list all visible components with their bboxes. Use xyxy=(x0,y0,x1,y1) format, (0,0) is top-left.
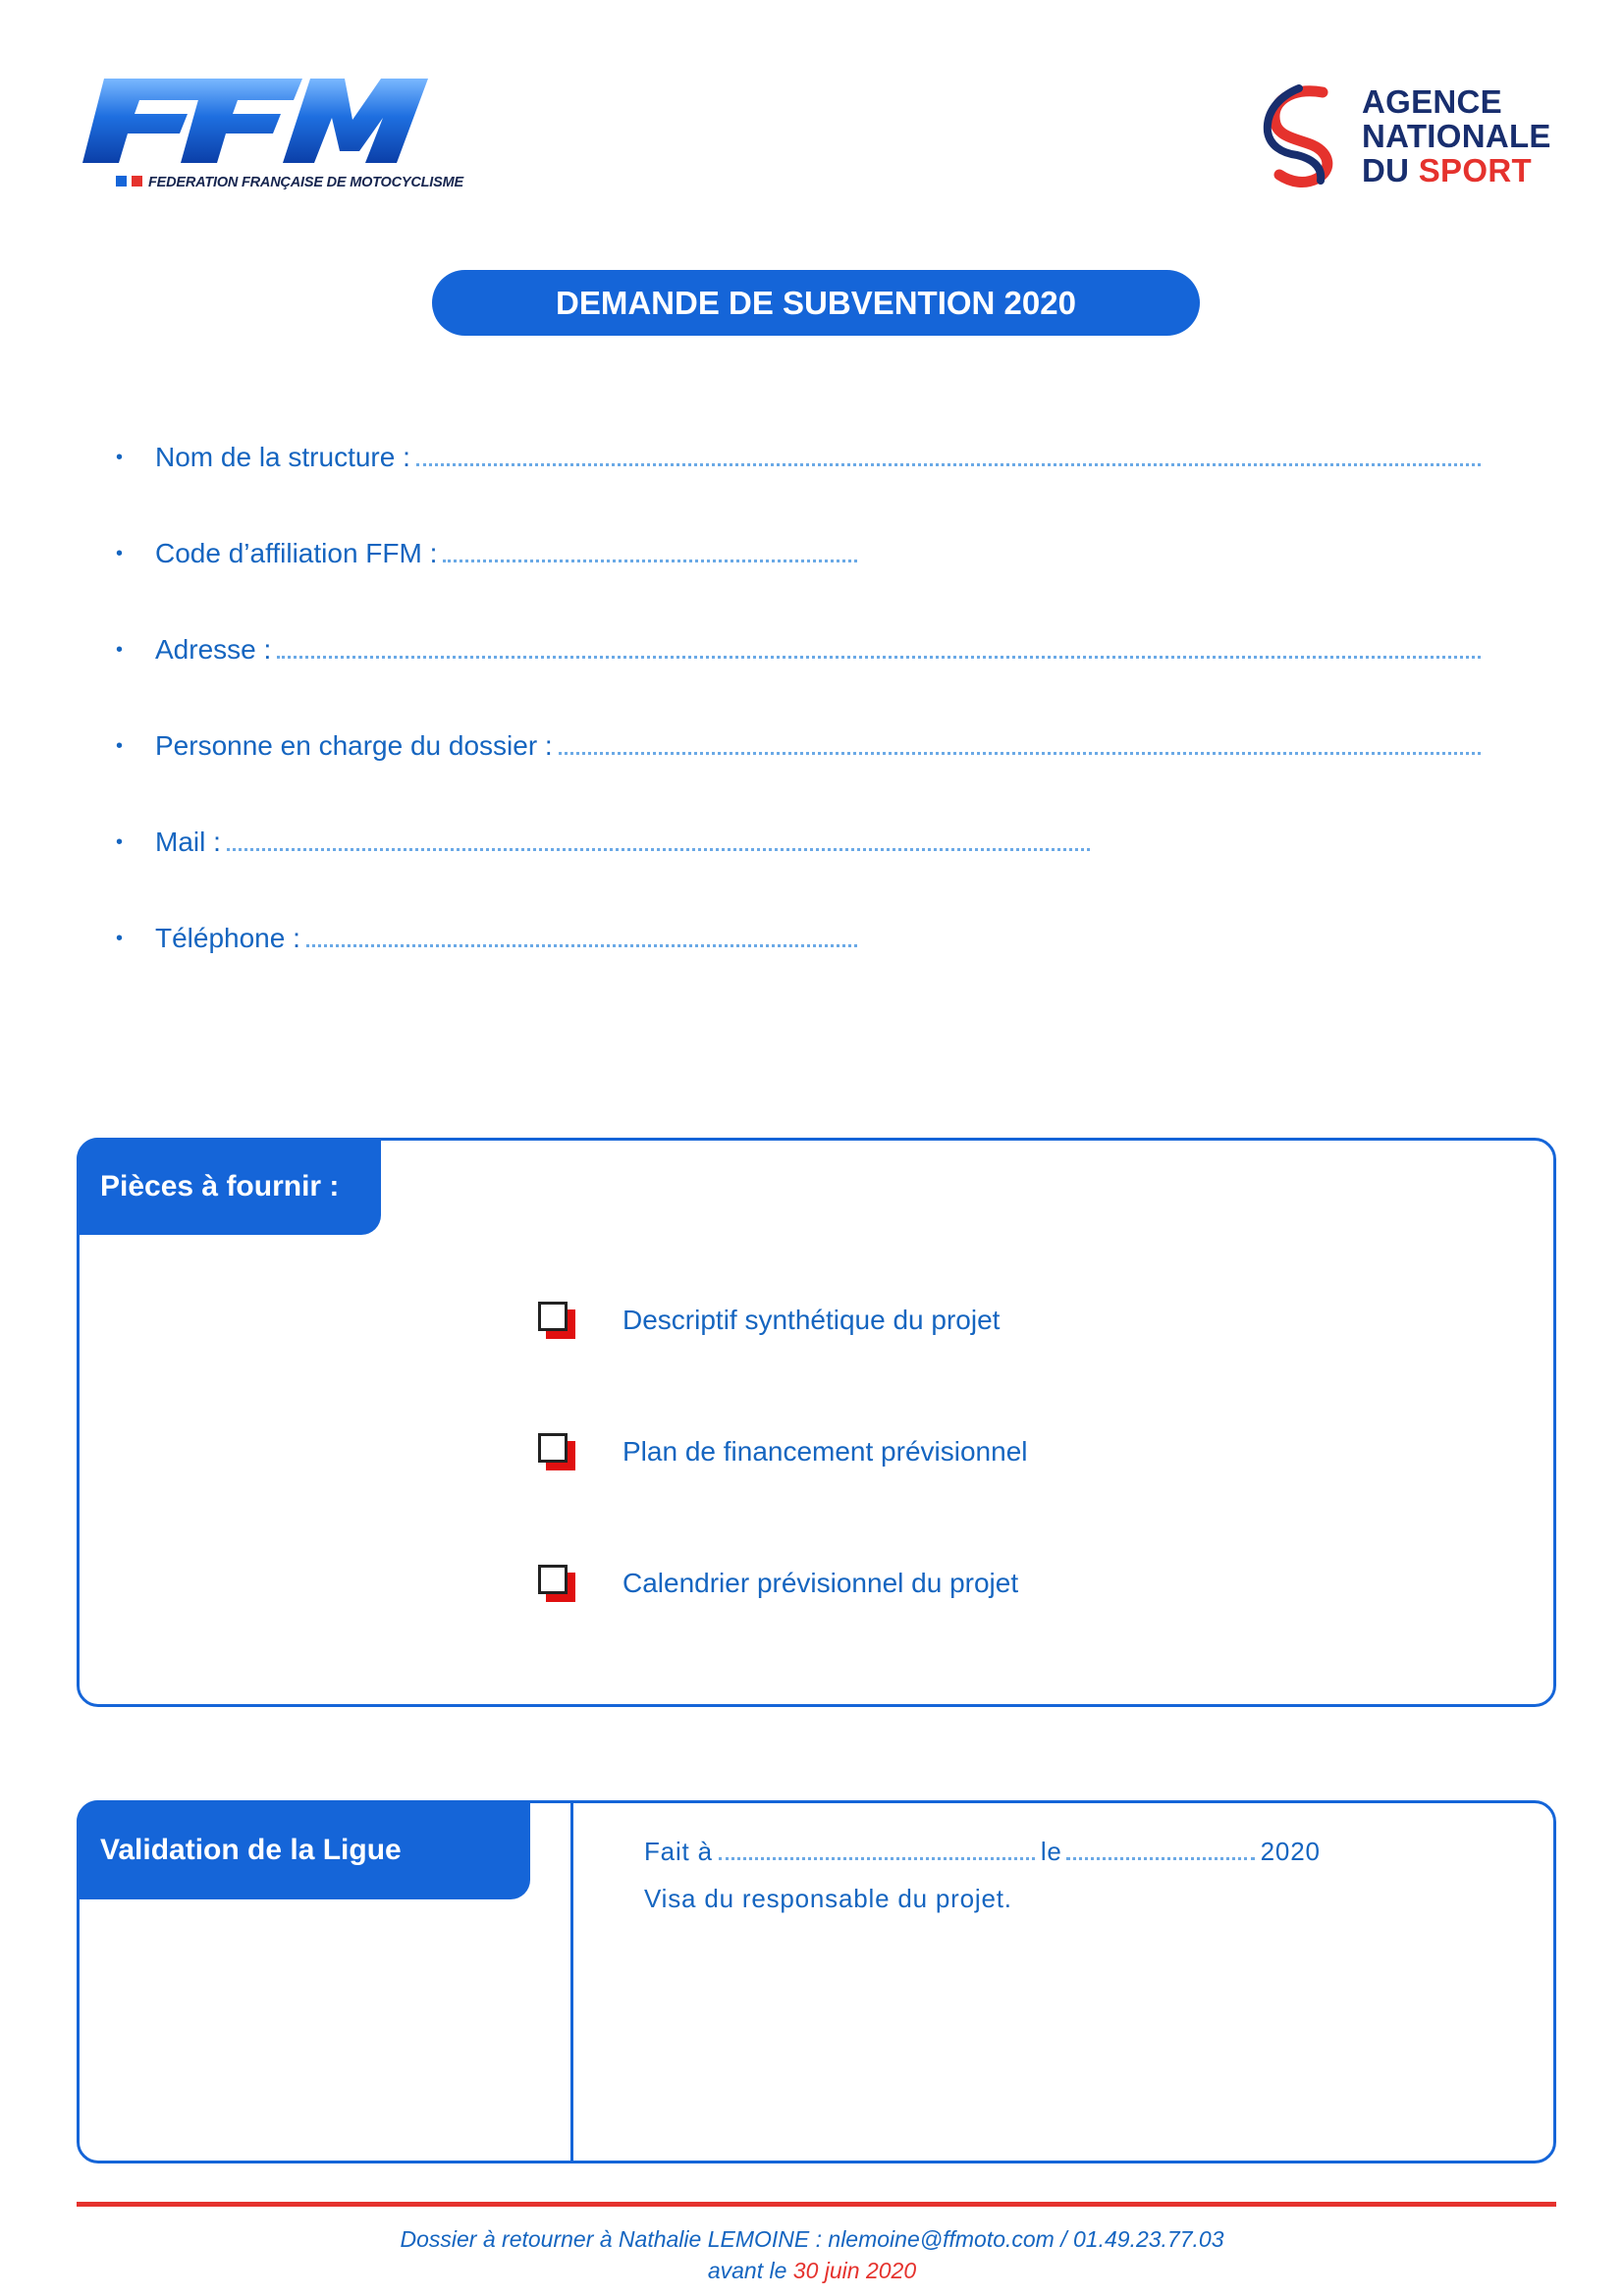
bullet: • xyxy=(116,639,124,661)
pieces-heading: Pièces à fournir : xyxy=(77,1138,381,1235)
validation-heading: Validation de la Ligue xyxy=(77,1800,530,1899)
field-personne-charge xyxy=(116,730,1481,770)
code-affiliation-input[interactable] xyxy=(443,541,857,562)
field-mail xyxy=(116,827,1090,866)
adresse-input[interactable] xyxy=(277,637,1481,659)
footer-contact: Dossier à retourner à Nathalie LEMOINE : nlemoine@ffmoto.com / 01.49.23.77.03 xyxy=(400,2226,1224,2252)
nom-structure-input[interactable] xyxy=(416,445,1481,466)
check-item-plan-financement[interactable] xyxy=(538,1433,1027,1470)
validation-box xyxy=(77,1800,1556,2163)
field-label: Personne en charge du dossier : xyxy=(155,730,553,761)
checkbox-face xyxy=(538,1433,568,1463)
ans-s-mark-icon xyxy=(1262,84,1360,192)
fait-a-line xyxy=(644,1837,1322,1867)
mail-input[interactable] xyxy=(227,829,1090,851)
footer-deadline xyxy=(0,2258,1624,2284)
le-label: le xyxy=(1040,1837,1062,1866)
ans-wordmark: AGENCE NATIONALE DU SPORT xyxy=(1362,83,1551,188)
check-label: Calendrier prévisionnel du projet xyxy=(623,1568,1019,1598)
flag-red-square xyxy=(132,176,142,187)
form-title: DEMANDE DE SUBVENTION 2020 xyxy=(432,270,1200,336)
flag-blue-square xyxy=(116,176,127,187)
field-telephone xyxy=(116,923,857,962)
bullet: • xyxy=(116,735,124,757)
field-label: Adresse : xyxy=(155,634,272,665)
field-nom-structure xyxy=(116,442,1481,481)
field-label: Nom de la structure : xyxy=(155,442,410,472)
bullet: • xyxy=(116,928,124,949)
deadline-prefix: avant le xyxy=(707,2258,787,2283)
ffm-logo xyxy=(75,73,463,194)
footer-rule xyxy=(77,2202,1556,2207)
personne-charge-input[interactable] xyxy=(559,733,1481,755)
checkbox-face xyxy=(538,1565,568,1594)
ffm-logo-graphic xyxy=(75,73,438,171)
fait-a-input[interactable] xyxy=(719,1841,1035,1860)
field-label: Code d’affiliation FFM : xyxy=(155,538,438,568)
fait-a-label: Fait à xyxy=(644,1837,713,1866)
bullet: • xyxy=(116,447,124,468)
telephone-input[interactable] xyxy=(306,926,857,947)
ffm-caption: FEDERATION FRANÇAISE DE MOTOCYCLISME xyxy=(116,175,463,190)
checkbox[interactable] xyxy=(538,1565,575,1602)
year-label: 2020 xyxy=(1260,1837,1321,1866)
check-label: Descriptif synthétique du projet xyxy=(623,1305,1001,1335)
checkbox[interactable] xyxy=(538,1302,575,1339)
bullet: • xyxy=(116,831,124,853)
field-label: Téléphone : xyxy=(155,923,300,953)
field-label: Mail : xyxy=(155,827,221,857)
check-item-descriptif[interactable] xyxy=(538,1302,1000,1339)
validation-divider xyxy=(570,1803,573,2161)
pieces-box xyxy=(77,1138,1556,1707)
field-adresse xyxy=(116,634,1481,673)
checkbox-face xyxy=(538,1302,568,1331)
bullet: • xyxy=(116,543,124,564)
ans-logo xyxy=(1262,84,1556,192)
check-item-calendrier[interactable] xyxy=(538,1565,1018,1602)
deadline-date: 30 juin 2020 xyxy=(792,2258,917,2283)
visa-label: Visa du responsable du projet. xyxy=(644,1884,1012,1913)
checkbox[interactable] xyxy=(538,1433,575,1470)
check-label: Plan de financement prévisionnel xyxy=(623,1436,1028,1467)
field-code-affiliation xyxy=(116,538,857,577)
date-input[interactable] xyxy=(1066,1841,1255,1860)
